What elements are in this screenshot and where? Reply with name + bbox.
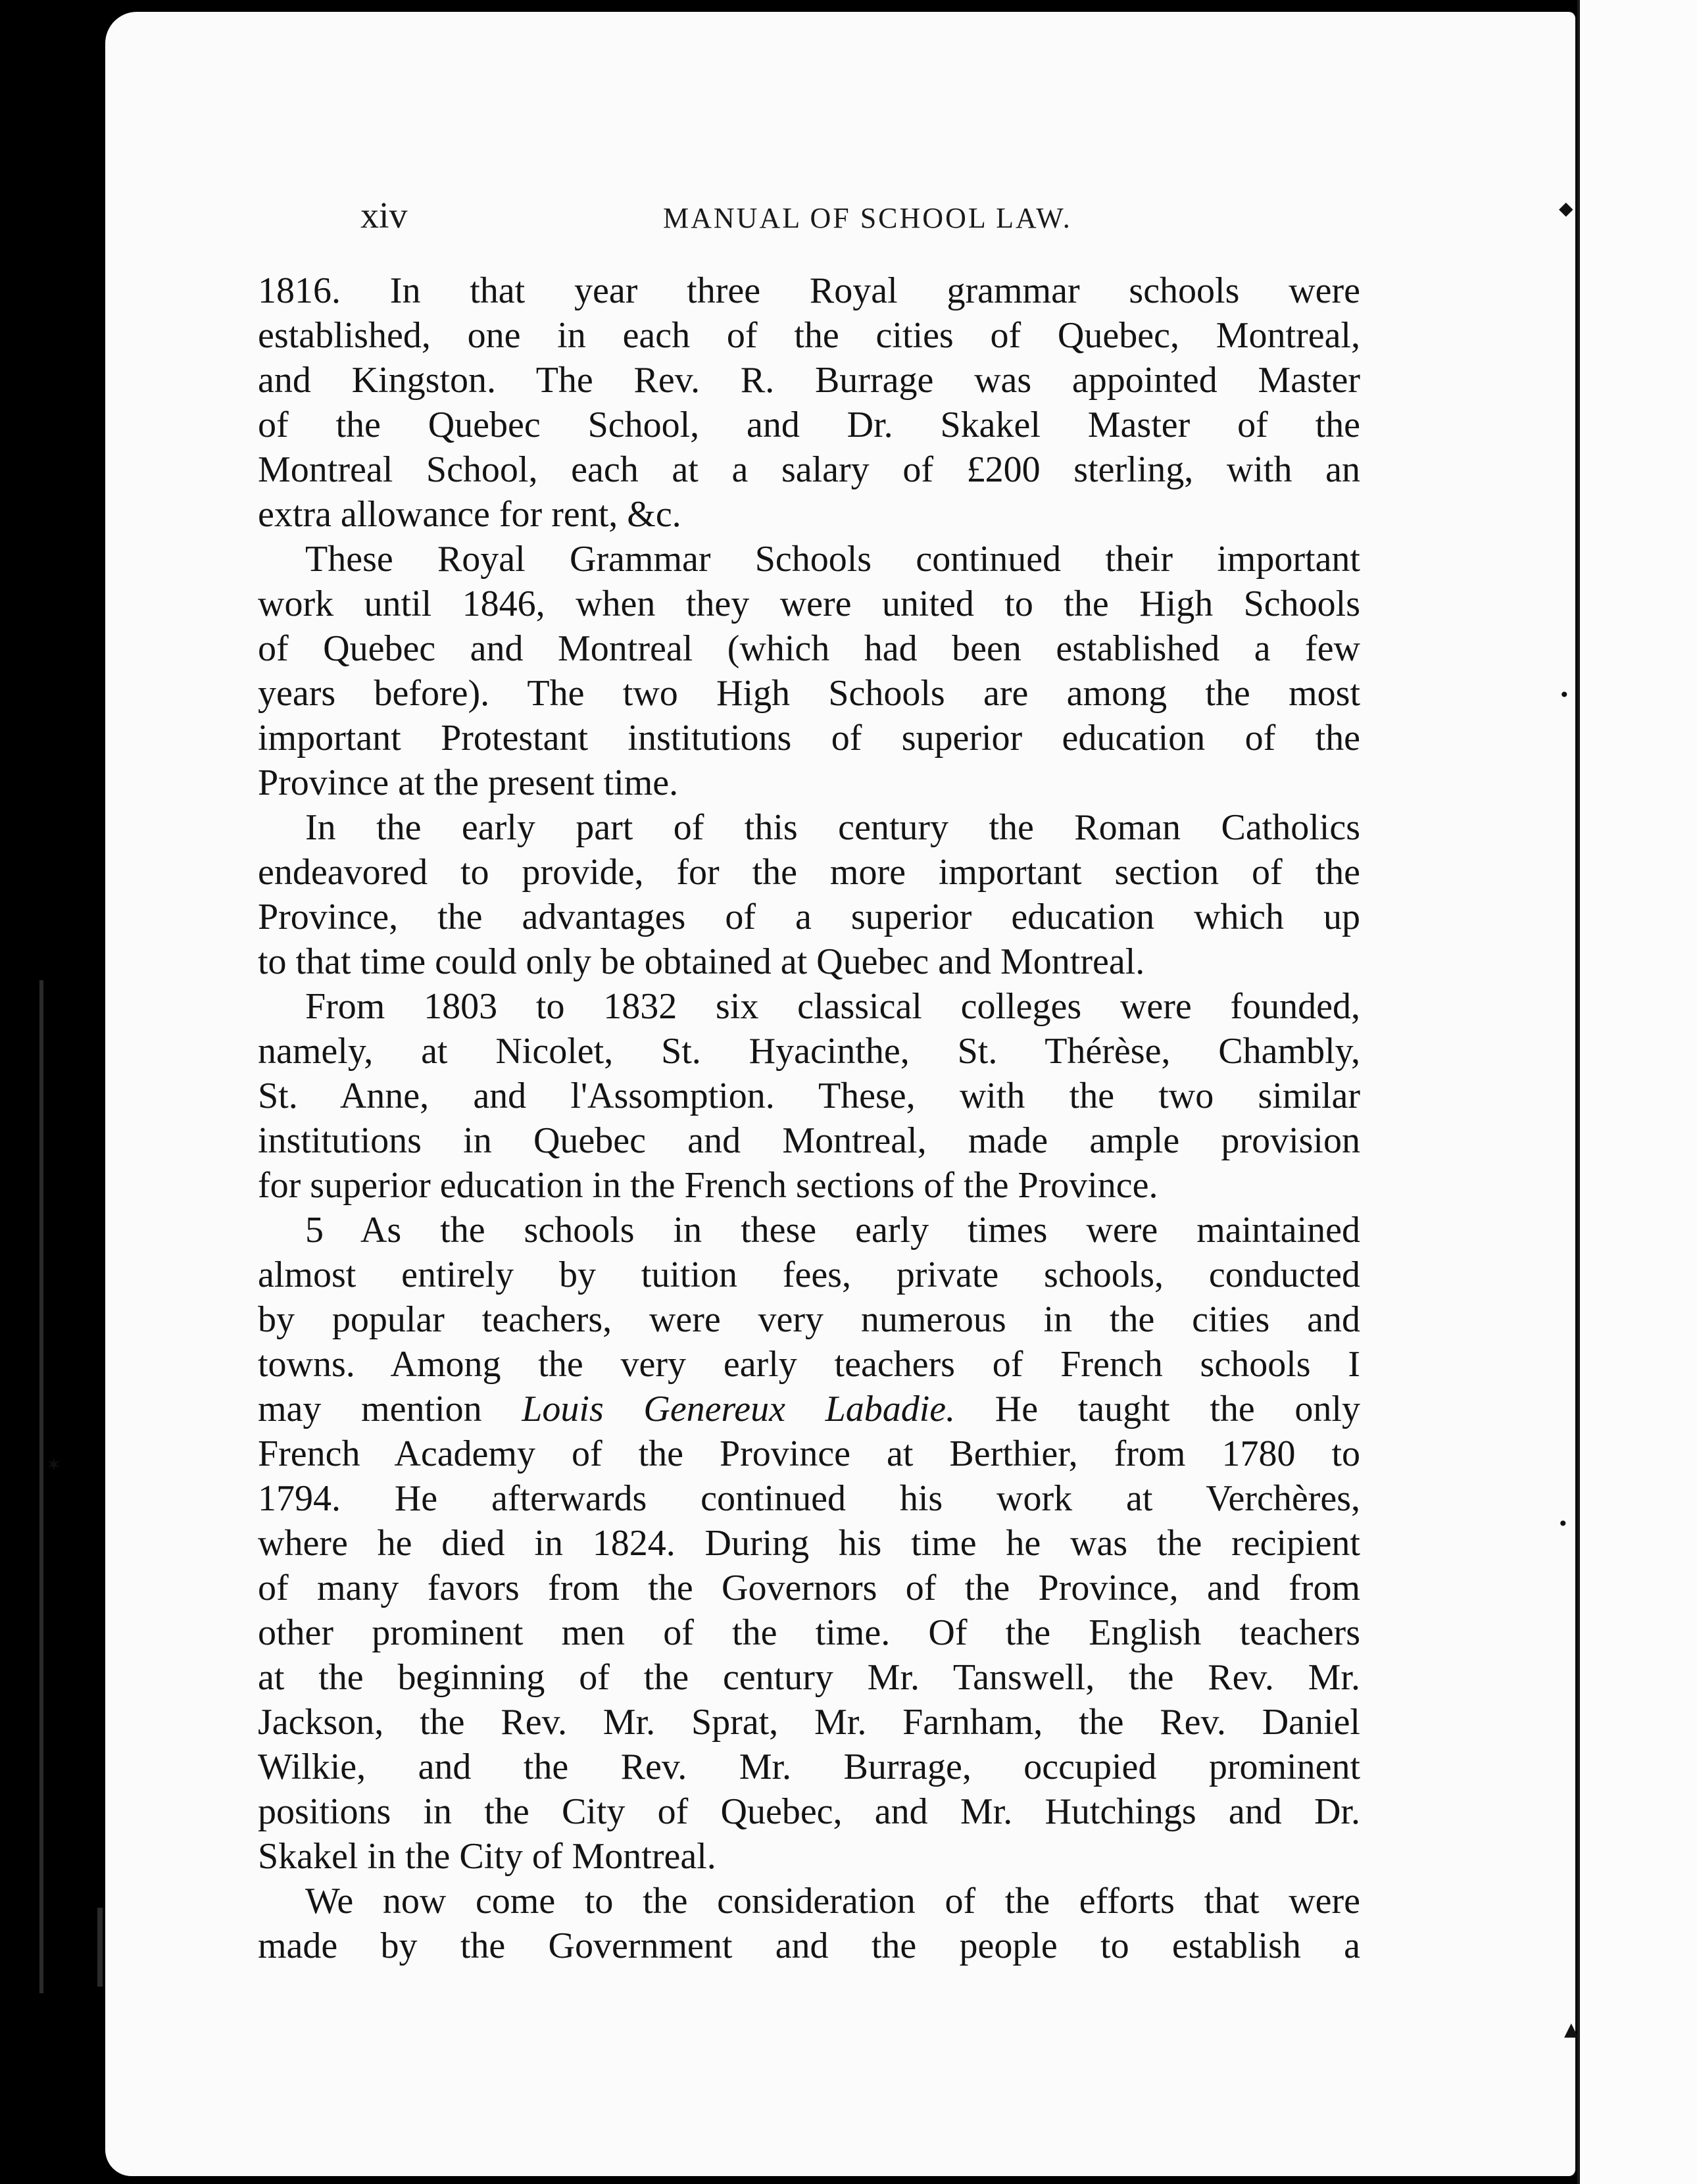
- margin-blemish-mark: ✶: [46, 1454, 62, 1476]
- text-line: and Kingston. The Rev. R. Burrage was appointed Master: [258, 360, 1360, 401]
- margin-blemish-mark: ◆: [1559, 197, 1573, 219]
- text-line: work until 1846, when they were united to the High Schools: [258, 583, 1360, 624]
- margin-blemish-mark: •: [1559, 684, 1570, 706]
- text-line: positions in the City of Quebec, and Mr. Hutchings and Dr.: [258, 1791, 1360, 1832]
- text-line: by popular teachers, were very numerous in the cities and: [258, 1299, 1360, 1340]
- text-line: endeavored to provide, for the more important section of the: [258, 852, 1360, 893]
- text-line: other prominent men of the time. Of the English teachers: [258, 1612, 1360, 1653]
- text-line: towns. Among the very early teachers of French schools I: [258, 1344, 1360, 1385]
- italic-name: Louis Genereux Labadie.: [522, 1389, 956, 1429]
- text-line: of Quebec and Montreal (which had been established a few: [258, 628, 1360, 669]
- text-line: These Royal Grammar Schools continued their important: [305, 539, 1360, 580]
- text-line: We now come to the consideration of the efforts that were: [305, 1881, 1360, 1922]
- text-line: where he died in 1824. During his time he was the recipient: [258, 1523, 1360, 1564]
- text-line: extra allowance for rent, &c.: [258, 494, 681, 535]
- text-line: Skakel in the City of Montreal.: [258, 1836, 716, 1877]
- text-line: Wilkie, and the Rev. Mr. Burrage, occupied prominent: [258, 1747, 1360, 1787]
- running-title: MANUAL OF SCHOOL LAW.: [663, 202, 1072, 234]
- text-line: 5 As the schools in these early times were maintained: [305, 1210, 1360, 1251]
- body-text: [258, 268, 1360, 1968]
- gutter-mark: [39, 980, 43, 1993]
- text-line: for superior education in the French sections of the Province.: [258, 1165, 1158, 1206]
- margin-blemish-mark: ▲: [1564, 2018, 1579, 2040]
- text-span: may mention: [258, 1389, 522, 1429]
- text-line: Province, the advantages of a superior education which up: [258, 897, 1360, 937]
- page-edge-line: [1577, 0, 1580, 2184]
- margin-blemish-mark: •: [1558, 1513, 1569, 1535]
- text-line: French Academy of the Province at Berthier, from 1780 to: [258, 1433, 1360, 1474]
- page-header: [360, 195, 1467, 247]
- text-line: St. Anne, and l'Assomption. These, with the two similar: [258, 1076, 1360, 1116]
- text-line: Jackson, the Rev. Mr. Sprat, Mr. Farnham, the Rev. Daniel: [258, 1702, 1360, 1743]
- gutter-mark: [97, 1908, 103, 1987]
- text-line: 1816. In that year three Royal grammar schools were: [258, 270, 1360, 311]
- text-line: important Protestant institutions of superior education of the: [258, 718, 1360, 758]
- text-line: established, one in each of the cities of Quebec, Montreal,: [258, 315, 1360, 356]
- text-line: of the Quebec School, and Dr. Skakel Master of the: [258, 405, 1360, 445]
- text-line: namely, at Nicolet, St. Hyacinthe, St. Thérèse, Chambly,: [258, 1031, 1360, 1072]
- text-line: In the early part of this century the Roman Catholics: [305, 807, 1360, 848]
- text-span: He taught the only: [955, 1389, 1360, 1429]
- text-line: institutions in Quebec and Montreal, made ample provision: [258, 1120, 1360, 1161]
- text-line: made by the Government and the people to establish a: [258, 1925, 1360, 1966]
- text-line: [258, 1387, 1360, 1431]
- text-line: From 1803 to 1832 six classical colleges were founded,: [305, 986, 1360, 1027]
- text-line: of many favors from the Governors of the Province, and from: [258, 1568, 1360, 1608]
- text-line: 1794. He afterwards continued his work at Verchères,: [258, 1478, 1360, 1519]
- text-line: years before). The two High Schools are among the most: [258, 673, 1360, 714]
- text-line: to that time could only be obtained at Quebec and Montreal.: [258, 941, 1145, 982]
- adjacent-page-edge: [1577, 0, 1697, 2184]
- text-line: Province at the present time.: [258, 762, 679, 803]
- text-line: Montreal School, each at a salary of £200 sterling, with an: [258, 449, 1360, 490]
- text-line: at the beginning of the century Mr. Tanswell, the Rev. Mr.: [258, 1657, 1360, 1698]
- text-line: almost entirely by tuition fees, private schools, conducted: [258, 1254, 1360, 1295]
- page-number: xiv: [360, 195, 408, 236]
